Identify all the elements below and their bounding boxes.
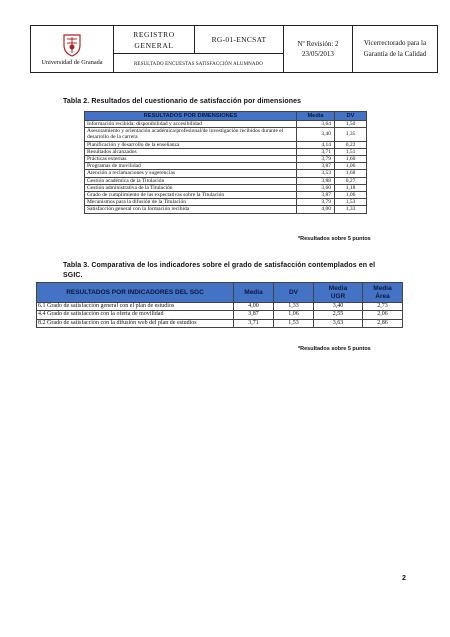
indicator-media-ugr: 3,40 bbox=[314, 303, 363, 311]
dimension-media: 3,87 bbox=[297, 192, 335, 199]
dimension-media: 3,64 bbox=[297, 121, 335, 128]
dimension-dv: 1,50 bbox=[335, 121, 367, 128]
table3-header-indicators: RESULTADOS POR INDICADORES DEL SGC bbox=[37, 283, 234, 303]
page-number: 2 bbox=[402, 575, 406, 582]
indicators-table bbox=[36, 282, 403, 328]
vicerrectorado-line2: Garantía de la Calidad bbox=[363, 50, 427, 58]
table-row bbox=[85, 199, 367, 206]
table-row bbox=[85, 206, 367, 213]
revision-cell bbox=[284, 26, 353, 73]
register-line2: GENERAL bbox=[134, 40, 174, 50]
table3-caption-line2: SGIC. bbox=[63, 272, 83, 279]
crest-icon bbox=[62, 33, 82, 57]
indicator-dv: 1,06 bbox=[274, 311, 314, 319]
indicator-media-area: 2,86 bbox=[363, 319, 403, 327]
table3-caption-line1: Tabla 3. Comparativa de los indicadores sobre el grado de satisfacción contemplados en el bbox=[63, 262, 376, 269]
indicator-dv: 1,33 bbox=[274, 303, 314, 311]
dimension-dv: 1,06 bbox=[335, 163, 367, 170]
media-ugr-line1: Media bbox=[328, 285, 348, 293]
dimension-label: Programas de movilidad bbox=[85, 163, 297, 170]
register-line1: REGISTRO bbox=[133, 29, 175, 39]
media-area-line2: Área bbox=[375, 292, 390, 300]
dimension-label: Atención a reclamaciones y sugerencias bbox=[85, 170, 297, 177]
dimension-media: 3,87 bbox=[297, 163, 335, 170]
indicator-label: 4.4 Grado de satisfacción con la oferta de movilidad bbox=[37, 311, 234, 319]
dimensions-table bbox=[84, 111, 367, 214]
table-row bbox=[85, 163, 367, 170]
table3-header-dv: DV bbox=[274, 283, 314, 303]
table-row bbox=[85, 170, 367, 177]
table-row bbox=[85, 128, 367, 141]
table-row bbox=[85, 121, 367, 128]
dimension-media: 3,79 bbox=[297, 156, 335, 163]
table2-note: *Resultados sobre 5 puntos bbox=[298, 236, 371, 242]
dimension-dv: 1,06 bbox=[335, 192, 367, 199]
table-row bbox=[85, 148, 367, 155]
dimension-dv: 1,53 bbox=[335, 199, 367, 206]
indicator-media: 4,00 bbox=[234, 303, 274, 311]
dimension-label: Asesoramiento y orientación académica/profesional/de investigación recibidos durante el desarrollo de la carrera bbox=[85, 128, 297, 141]
table-row bbox=[37, 311, 403, 319]
indicator-media: 3,71 bbox=[234, 319, 274, 327]
dimension-label: Gestión administrativa de la Titulación bbox=[85, 184, 297, 191]
dimension-label: Mecanismos para la difusión de la Titulación bbox=[85, 199, 297, 206]
indicator-label: 8.2 Grado de satisfacción con la difusión web del plan de estudios bbox=[37, 319, 234, 327]
dimension-label: Planificación y desarrollo de la enseñanza bbox=[85, 141, 297, 148]
revision-number: Nº Revisión: 2 bbox=[297, 40, 339, 48]
table2-header-media: Media bbox=[297, 112, 335, 121]
dimension-label: Grado de cumplimiento de las expectativas sobre la Titulación bbox=[85, 192, 297, 199]
document-code: RG-01-ENCSAT bbox=[211, 35, 267, 44]
dimension-dv: 1,33 bbox=[335, 206, 367, 213]
dimension-label: Prácticas externas bbox=[85, 156, 297, 163]
dimension-media: 3,88 bbox=[297, 177, 335, 184]
document-header bbox=[30, 25, 438, 73]
university-logo bbox=[31, 33, 113, 66]
indicator-media-area: 2,73 bbox=[363, 303, 403, 311]
table-row bbox=[85, 156, 367, 163]
table-row bbox=[37, 319, 403, 327]
dimension-dv: 0,27 bbox=[335, 177, 367, 184]
revision-date: 23/05/2013 bbox=[302, 50, 334, 58]
indicator-media-ugr: 2,55 bbox=[314, 311, 363, 319]
dimension-media: 3,79 bbox=[297, 199, 335, 206]
dimension-media: 4,14 bbox=[297, 141, 335, 148]
university-name: Universidad de Granada bbox=[41, 58, 103, 66]
dimension-media: 3,40 bbox=[297, 128, 335, 141]
dimension-label: Información recibida: disponibilidad y accesibilidad bbox=[85, 121, 297, 128]
dimension-label: Resultados alcanzados bbox=[85, 148, 297, 155]
dimension-media: 3,71 bbox=[297, 148, 335, 155]
indicator-media-area: 2,06 bbox=[363, 311, 403, 319]
document-subtitle: RESULTADO ENCUESTAS SATISFACCIÓN ALUMNADO bbox=[133, 62, 263, 67]
indicator-media: 3,87 bbox=[234, 311, 274, 319]
table3-header-media: Media bbox=[234, 283, 274, 303]
dimension-media: 3,53 bbox=[297, 170, 335, 177]
dimension-label: Gestión académica de la Titulación bbox=[85, 177, 297, 184]
table-row bbox=[85, 177, 367, 184]
dimension-dv: 1,68 bbox=[335, 170, 367, 177]
table3-header-media-ugr bbox=[314, 283, 363, 303]
media-ugr-line2: UGR bbox=[330, 292, 346, 300]
indicator-dv: 1,53 bbox=[274, 319, 314, 327]
table2-header-dv: DV bbox=[335, 112, 367, 121]
subtitle-cell bbox=[114, 54, 284, 73]
dimension-dv: 1,18 bbox=[335, 184, 367, 191]
table-row bbox=[37, 303, 403, 311]
vicerrectorado-line1: Vicerrectorado para la bbox=[363, 39, 427, 47]
table-row bbox=[85, 141, 367, 148]
table3-header-media-area bbox=[363, 283, 403, 303]
indicator-label: 6.1 Grado de satisfacción general con el plan de estudios bbox=[37, 303, 234, 311]
register-cell bbox=[114, 26, 195, 54]
table3-note: *Resultados sobre 5 puntos bbox=[298, 346, 371, 352]
code-cell bbox=[195, 26, 284, 54]
dimension-media: 3,60 bbox=[297, 184, 335, 191]
dimension-dv: 0,22 bbox=[335, 141, 367, 148]
dimension-media: 4,00 bbox=[297, 206, 335, 213]
indicator-media-ugr: 3,63 bbox=[314, 319, 363, 327]
table2-header-dimensions: RESULTADOS POR DIMENSIONES bbox=[85, 112, 297, 121]
dimension-dv: 1,60 bbox=[335, 156, 367, 163]
dimension-label: Satisfacción general con la formación recibida bbox=[85, 206, 297, 213]
media-area-line1: Media bbox=[373, 285, 392, 293]
table-row bbox=[85, 192, 367, 199]
dimension-dv: 1,51 bbox=[335, 148, 367, 155]
vicerrectorado-cell bbox=[353, 26, 438, 73]
dimension-dv: 1,35 bbox=[335, 128, 367, 141]
table2-caption: Tabla 2. Resultados del cuestionario de satisfacción por dimensiones bbox=[63, 98, 302, 105]
logo-cell bbox=[31, 26, 114, 73]
table-row bbox=[85, 184, 367, 191]
